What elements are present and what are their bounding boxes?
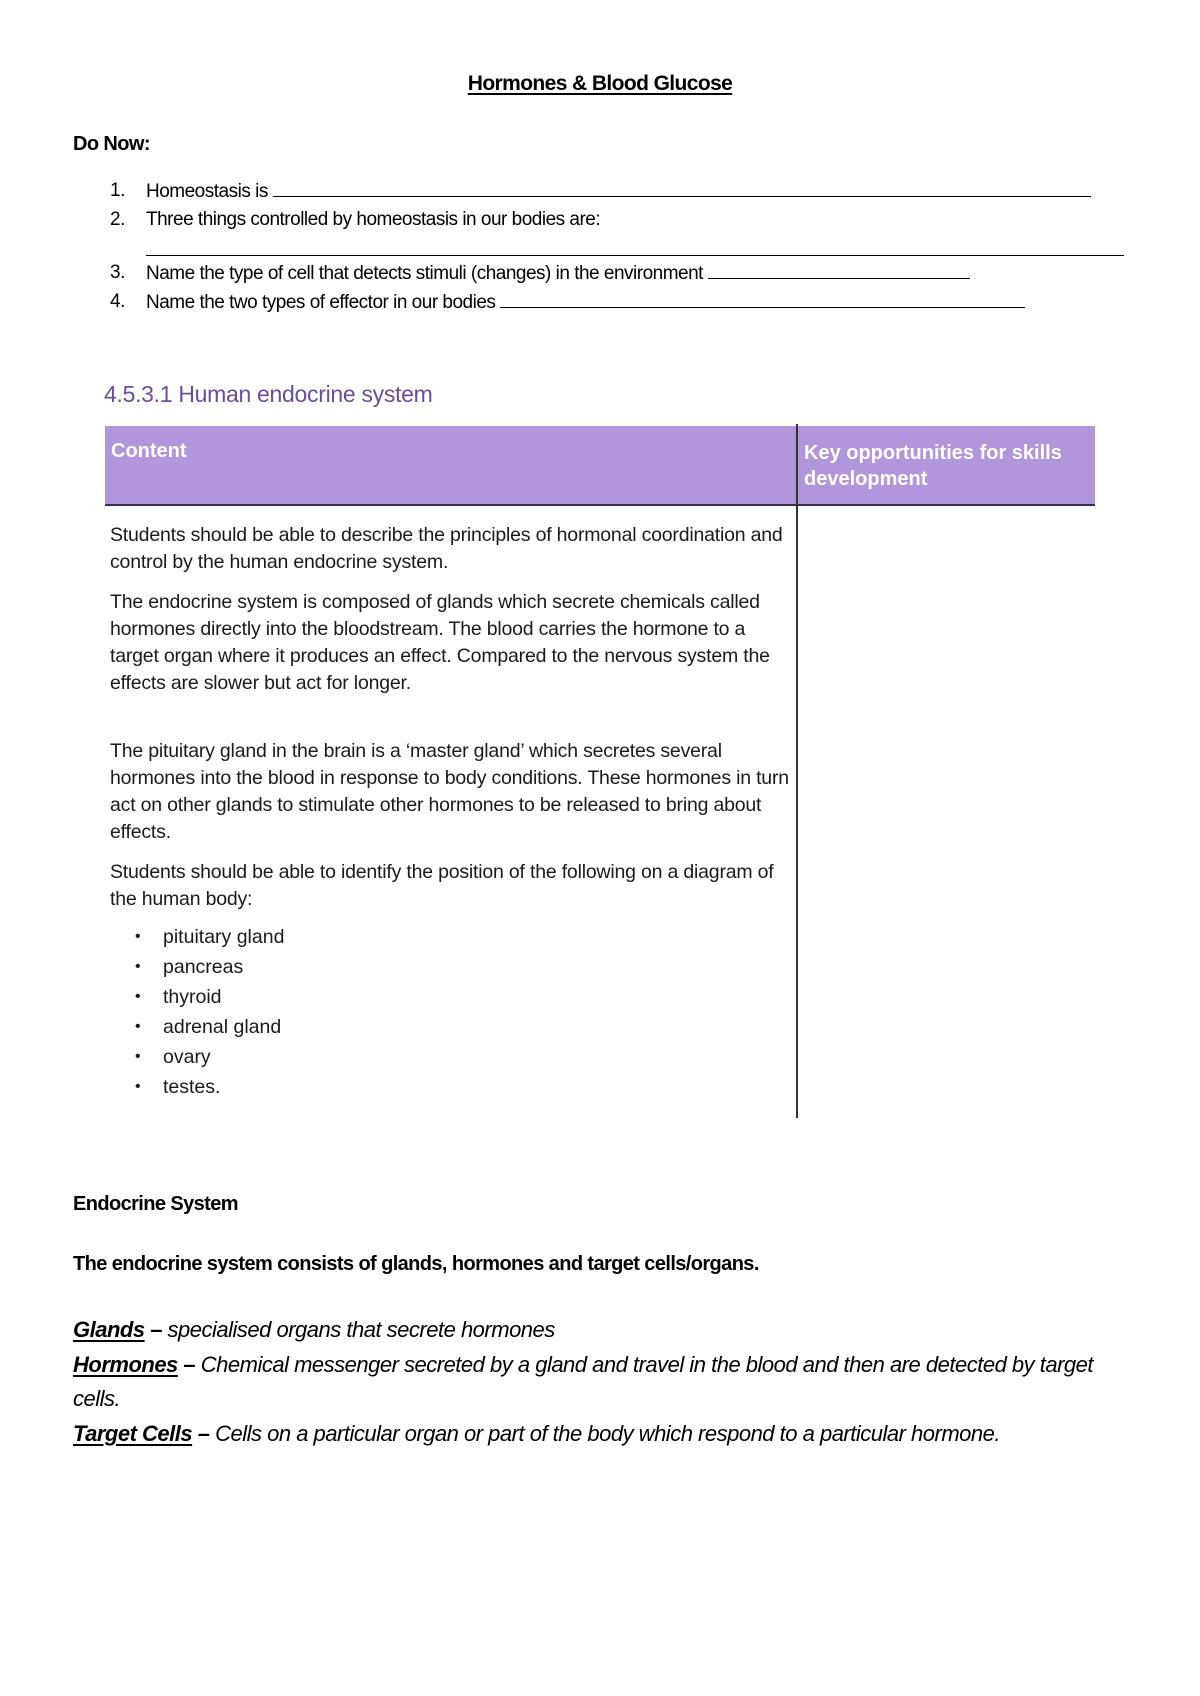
question-text: Name the type of cell that detects stimuli (changes) in the environment	[146, 263, 703, 284]
header-divider	[105, 504, 1095, 506]
spec-paragraph-3: The pituitary gland in the brain is a ‘master gland’ which secretes several hormones into the blood in response to body conditions. These hormones in turn act on other glands to stimulate other hormones to be released to bring about effects.	[110, 740, 789, 843]
definition-target-cells: Target Cells – Cells on a particular organ or part of the body which respond to a particular hormone.	[73, 1421, 1000, 1446]
definition-text: Cells on a particular organ or part of the body which respond to a particular hormone.	[215, 1421, 1000, 1446]
definition-term: Hormones	[73, 1352, 178, 1377]
list-item: • thyroid	[135, 982, 284, 1012]
answer-blank-4[interactable]	[500, 291, 1025, 308]
spec-section-title: 4.5.3.1 Human endocrine system	[104, 381, 433, 407]
answer-blank-3[interactable]	[708, 262, 970, 279]
definition-term: Target Cells	[73, 1421, 193, 1446]
question-text: Name the two types of effector in our bodies	[146, 292, 496, 313]
question-number: 4.	[110, 291, 125, 312]
definition-term: Glands	[73, 1317, 145, 1342]
do-now-heading: Do Now:	[73, 133, 150, 155]
endocrine-heading: Endocrine System	[73, 1193, 238, 1215]
definition-glands: Glands – specialised organs that secrete hormones	[73, 1317, 555, 1342]
question-number: 3.	[110, 262, 125, 283]
question-text: Three things controlled by homeostasis in our bodies are:	[146, 209, 601, 230]
question-number: 2.	[110, 209, 125, 230]
spec-paragraph-1: Students should be able to describe the principles of hormonal coordination and control by the human endocrine system.	[110, 524, 783, 573]
definition-text: Chemical messenger secreted by a gland and travel in the blood and then are detected by target cells.	[73, 1352, 1094, 1411]
column-header-content: Content	[111, 440, 187, 462]
endocrine-intro: The endocrine system consists of glands, hormones and target cells/organs.	[73, 1253, 759, 1275]
answer-blank-2[interactable]	[146, 255, 1124, 256]
question-number: 1.	[110, 180, 125, 201]
column-divider	[796, 424, 798, 1118]
gland-list	[135, 922, 284, 1102]
column-header-skills: Key opportunities for skills development	[804, 442, 1062, 490]
list-item: • pancreas	[135, 952, 284, 982]
page-title: Hormones & Blood Glucose	[467, 72, 733, 95]
definition-hormones: Hormones – Chemical messenger secreted by a gland and travel in the blood and then are detected by target cells.	[73, 1352, 1094, 1411]
spec-paragraph-2: The endocrine system is composed of glands which secrete chemicals called hormones directly into the bloodstream. The blood carries the hormone to a target organ where it produces an effect. Compared to the nervous system the effects are slower but act for longer.	[110, 591, 770, 694]
spec-paragraph-4: Students should be able to identify the position of the following on a diagram of the human body:	[110, 861, 774, 910]
question-text: Homeostasis is	[146, 181, 268, 202]
definition-text: specialised organs that secrete hormones	[167, 1317, 555, 1342]
answer-blank-1[interactable]	[273, 180, 1091, 197]
list-item: • adrenal gland	[135, 1012, 284, 1042]
list-item: • testes.	[135, 1072, 284, 1102]
list-item: • pituitary gland	[135, 922, 284, 952]
list-item: • ovary	[135, 1042, 284, 1072]
